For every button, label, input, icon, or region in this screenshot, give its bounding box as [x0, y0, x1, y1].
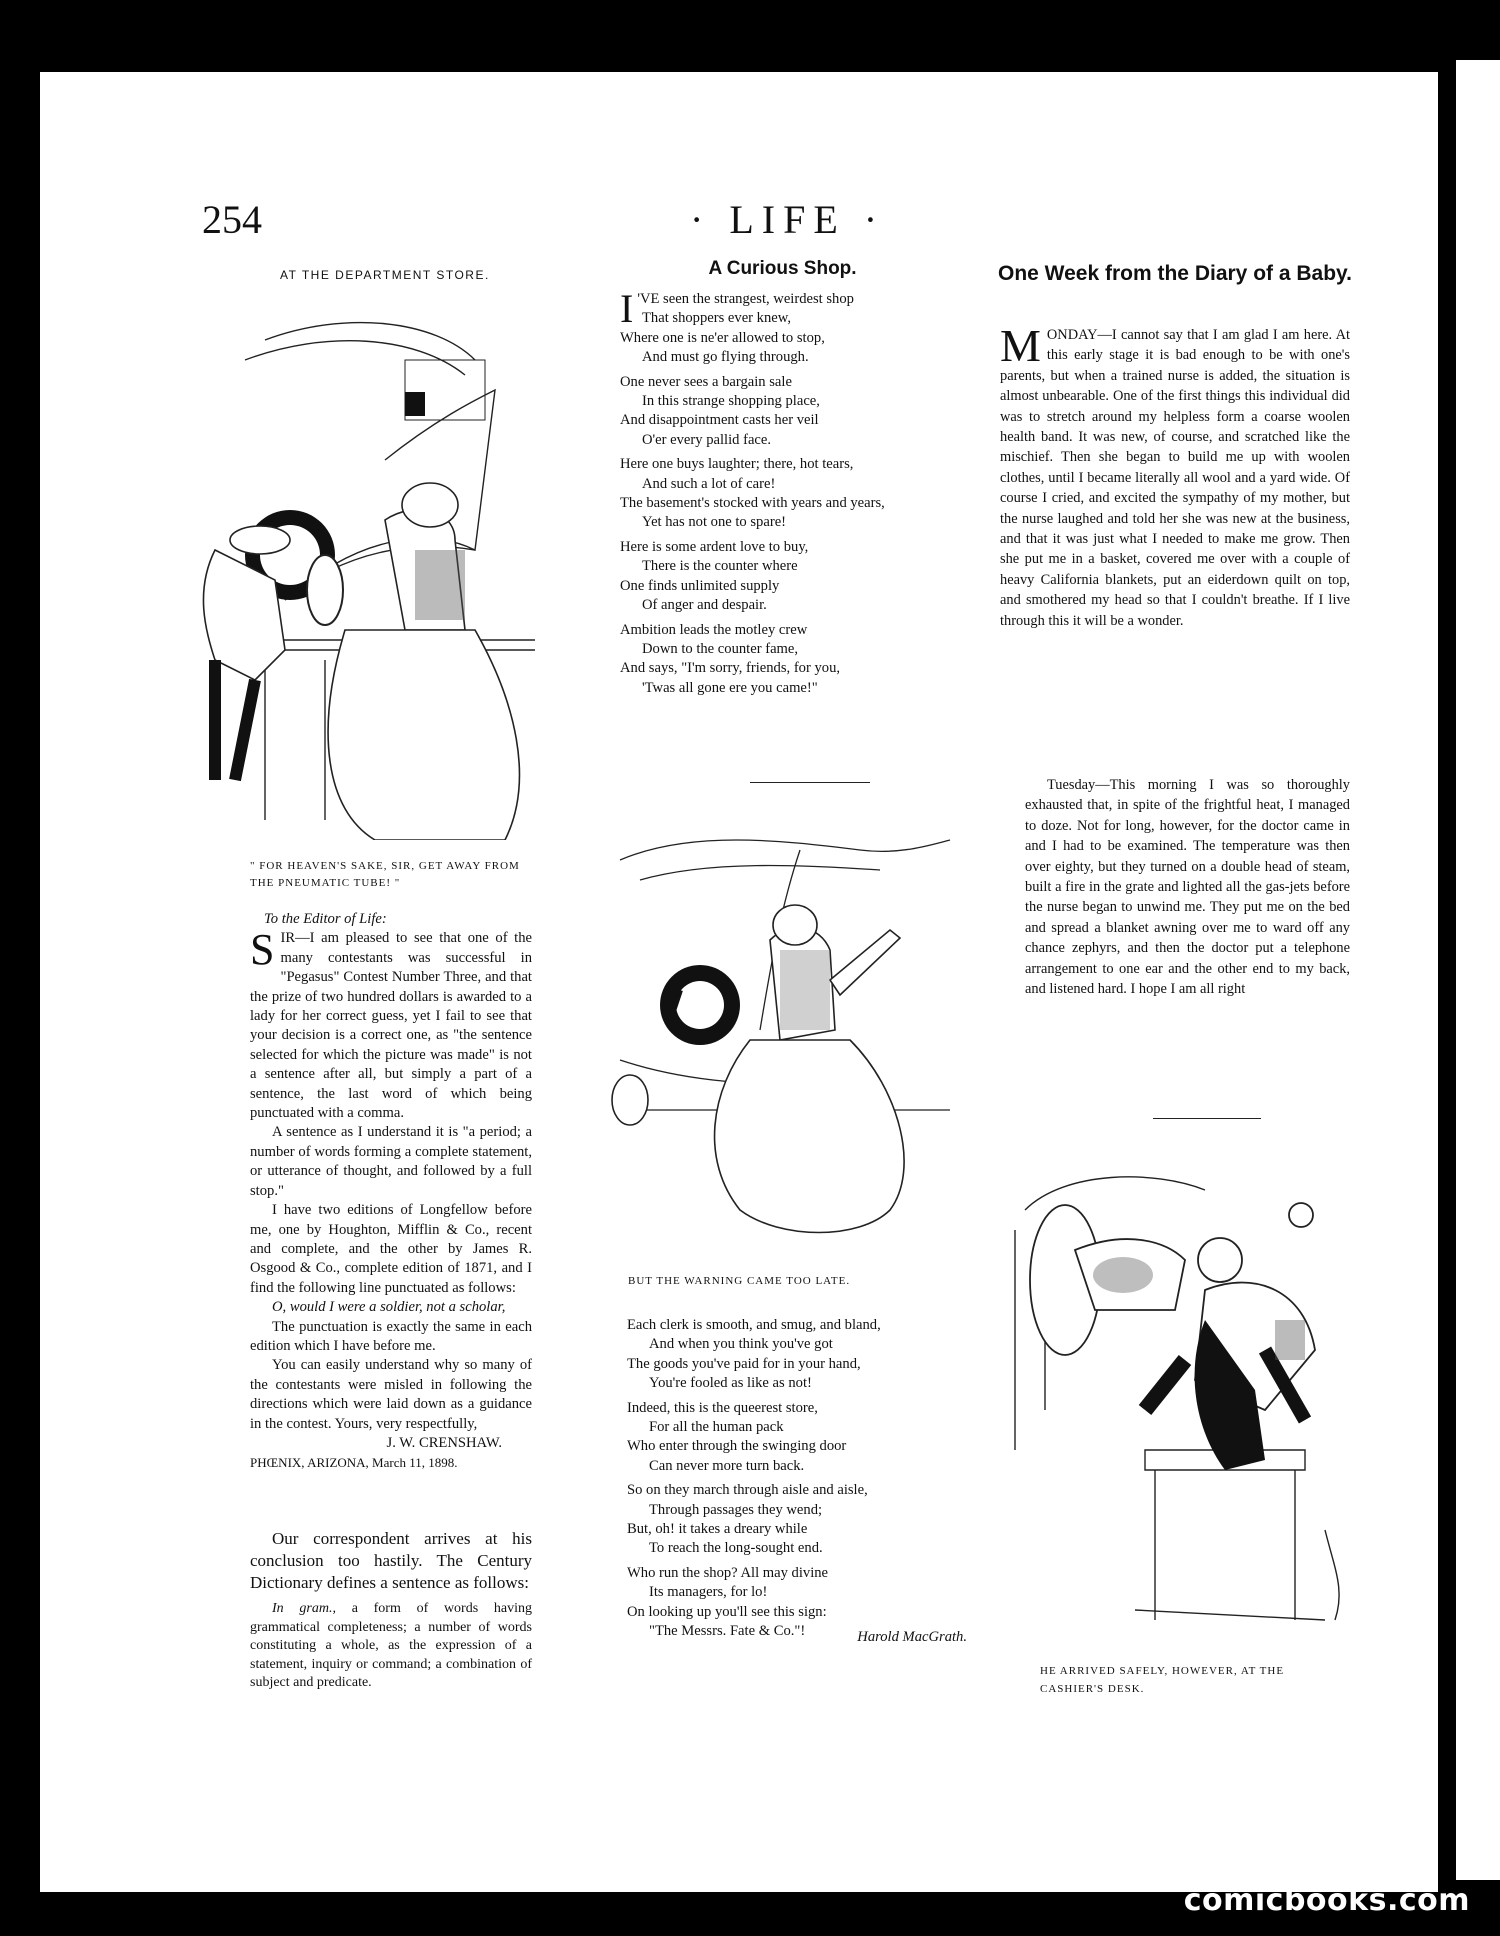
cartoon-illustration-cashier-desk: [1005, 1150, 1360, 1640]
letter-paragraph: The punctuation is exactly the same in each edition which I have before me.: [250, 1318, 532, 1354]
stanza: Who run the shop? All may divine Its managers, for lo! On looking up you'll see this sign: "The Messrs. Fate & Co."!: [627, 1564, 829, 1640]
poem-author: Harold MacGrath.: [857, 1628, 967, 1645]
cartoon-caption: HE ARRIVED SAFELY, HOWEVER, AT THE CASHIER'S DESK.: [1040, 1665, 1285, 1695]
cartoon-caption: BUT THE WARNING CAME TOO LATE.: [628, 1275, 851, 1287]
salutation: To the Editor of Life:: [264, 911, 387, 927]
cartoon-title: AT THE DEPARTMENT STORE.: [280, 268, 490, 282]
definition-text: a form of words having grammatical completeness; a number of words constituting a whole, as the expression of a statement, inquiry or command; a combination of subject and predicate.: [250, 1601, 532, 1690]
drop-cap: I: [620, 286, 634, 331]
diary-entry: ONDAY—I cannot say that I am glad I am here. At this early stage it is bad enough to be with one's parents, but when a trained nurse is added, the situation is almost unbearable. One of the first things this individual did was to stretch around my helpless form a coarse woolen health band. It was new, of course, and scratched like the mischief. Then she began to build me up with woolen clothes, until I became literally all wool and a yard wide. Of course I cried, and excited the sympathy of my mother, but the nurse laughed and told her she was new at the business, and that it was just what I needed to make me grow. Then she put me in a basket, covered me over with a couple of heavy California blankets, put an eiderdown quilt on top, and smothered my head so that I couldn't breathe. If I live through this it will be a wonder.: [1000, 327, 1350, 629]
poem-title: A Curious Shop.: [708, 258, 857, 279]
reply-text: Our correspondent arrives at his conclusion too hastily. The Century Dictionary defines a sentence as follows:: [250, 1529, 532, 1592]
letter-paragraph: IR—I am pleased to see that one of the many contestants was successful in "Pegasus" Contest Number Three, and that the prize of two hundred dollars is awarded to a lady for her correct guess, yet I fail to see that your decision is a correct one, as "the sentence selected for which the picture was made" is not a sentence after all, but simply a part of a sentence, the last word of which being punctuated with a comma.: [250, 930, 532, 1122]
diary-entry: Tuesday—This morning I was so thoroughly exhausted that, in spite of the frightful heat, I managed to doze. Not for long, however, for the doctor came in and I had to be examined. The temperature was then over eighty, but they turned on a double head of steam, built a fire in the grate and lighted all the gas-jets before the nurse began to unwind me. They put me on the bed and spread a blanket awning over me to ward off any chance zephyrs, and then the doctor put a telephone arrangement to one ear and the other end to my back, and listened hard. I hope I am all right: [1025, 777, 1350, 998]
drop-cap: S: [250, 925, 275, 975]
definition-lead: In gram.,: [272, 1601, 336, 1616]
divider: [750, 782, 870, 783]
cartoon-illustration-woman-in-tube: [600, 830, 960, 1250]
divider: [1153, 1118, 1261, 1119]
stanza: Here one buys laughter; there, hot tears, And such a lot of care! The basement's stocked with years and years, Yet has not one to spare!: [620, 456, 885, 531]
adjacent-page-edge: [1456, 60, 1500, 1880]
letter-to-editor: [250, 910, 532, 1473]
page-number: 254: [202, 197, 262, 242]
stanza: I 'VE seen the strangest, weirdest shop That shoppers ever knew, Where one is ne'er allowed to stop, And must go flying through.: [620, 286, 854, 366]
letter-paragraph: You can easily understand why so many of the contestants were misled in following the directions which were laid down as a guidance in the contest. Yours, very respectfully,: [250, 1357, 532, 1432]
stanza: So on they march through aisle and aisle, Through passages they wend; But, oh! it takes a dreary while To reach the long-sought end.: [627, 1482, 868, 1557]
dateline: PHŒNIX, ARIZONA, March 11, 1898.: [250, 1455, 458, 1471]
cartoon-illustration-pneumatic-tube: [175, 300, 545, 840]
letter-paragraph: I have two editions of Longfellow before me, one by Houghton, Mifflin & Co., recent and complete, and the other by James R. Osgood & Co., complete edition of 1871, and I find the following line punctuated as follows:: [250, 1202, 532, 1296]
editor-reply: [250, 1528, 532, 1594]
poem-part-1: [620, 286, 980, 703]
letter-quote: O, would I were a soldier, not a scholar,: [272, 1299, 506, 1316]
watermark: comicbooks.com: [1183, 1883, 1470, 1918]
poem-part-2: [627, 1316, 977, 1647]
diary-monday: [1000, 320, 1350, 631]
stanza: Ambition leads the motley crew Down to the counter fame, And says, "I'm sorry, friends, for you, 'Twas all gone ere you came!": [620, 621, 841, 696]
diary-tuesday: [1025, 775, 1350, 999]
dictionary-definition: [250, 1600, 532, 1693]
stanza: One never sees a bargain sale In this strange shopping place, And disappointment casts her veil O'er every pallid face.: [620, 373, 820, 448]
signature: J. W. CRENSHAW.: [386, 1434, 502, 1451]
letter-paragraph: A sentence as I understand it is "a period; a number of words forming a complete statement, or utterance of thought, and followed by a full stop.": [250, 1124, 532, 1199]
stanza: Here is some ardent love to buy, There is the counter where One finds unlimited supply Of anger and despair.: [620, 538, 809, 614]
stanza: Each clerk is smooth, and smug, and bland, And when you think you've got The goods you've paid for in your hand, You're fooled as like as not!: [627, 1317, 881, 1392]
stanza: Indeed, this is the queerest store, For all the human pack Who enter through the swinging door Can never more turn back.: [627, 1399, 847, 1474]
diary-title: One Week from the Diary of a Baby.: [998, 262, 1352, 285]
masthead: · LIFE ·: [690, 197, 886, 242]
cartoon-caption: " FOR HEAVEN'S SAKE, SIR, GET AWAY FROM THE PNEUMATIC TUBE! ": [250, 860, 520, 889]
drop-cap: M: [1000, 320, 1041, 371]
